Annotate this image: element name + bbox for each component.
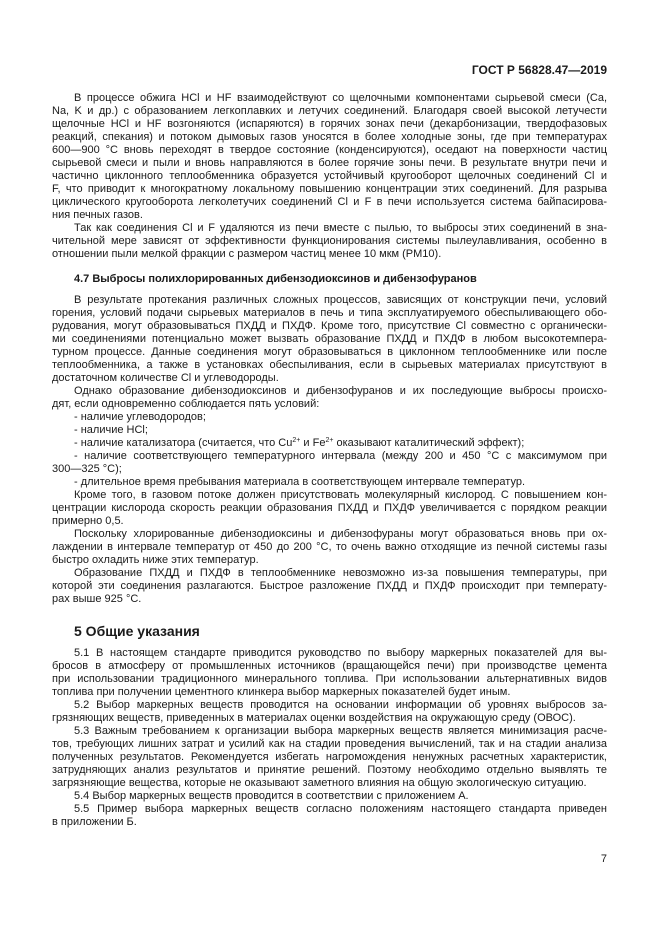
text-line: горения, условий подачи сырьевых материалов в печь и типа эксплуатируемого обеспыливающего обо- — [52, 307, 607, 319]
text-line: ния печных газов. — [52, 209, 143, 221]
page-number: 7 — [600, 853, 607, 865]
list-item — [52, 450, 607, 476]
section-4-7-body — [52, 294, 607, 606]
text-line: В процессе обжига HCl и HF взаимодействуют со щелочными компонентами сырьевой смеси (Ca, — [74, 92, 607, 104]
text-line: дят, если одновременно соблюдается пять условий: — [52, 398, 320, 410]
text-line: загрязняющие вещества, которые не оказывают заметного влияния на общую экологическую ситуацию. — [52, 777, 587, 789]
text-segment: оказывают каталитический эффект); — [333, 437, 525, 449]
text-line: Так как соединения Cl и F удаляются из печи вместе с пылью, то выбросы этих соединений в зна- — [74, 222, 607, 234]
text-line: F, что приводит к многократному локальному повышению концентрации этих соединений. Для разрыва — [52, 183, 607, 195]
text-line: щелочные HCl и HF возгоняются (испаряются) в горячих зонах печи (декарбонизации, твердофазовых — [52, 118, 607, 130]
text-line: центрации кислорода скорость реакции образования ПХДД и ПХДФ увеличивается с порядком реакции — [52, 502, 607, 514]
text-line: при использовании традиционного минерального топлива. При использовании альтернативных видов — [52, 673, 607, 685]
text-line: 600—900 °C вновь переходят в твердое состояние (конденсируются), оседают на поверхности частиц — [52, 144, 607, 156]
text-line: примерно 0,5. — [52, 515, 124, 527]
text-line: частично циклонного теплообменника образуется устойчивый кругооборот щелочных соединений Cl и — [52, 170, 607, 182]
text-line: Na, K и др.) с образованием легкоплавких и летучих соединений. Благодаря своей высокой летучести — [52, 105, 607, 117]
text-line: грязняющих веществ, приведенных в материалах оценки воздействия на окружающую среду (ОВОС). — [52, 712, 576, 724]
text-line: 5.2 Выбор маркерных веществ проводится на основании информации об уровнях выбросов за- — [74, 699, 607, 711]
section-5-heading: 5 Общие указания — [74, 623, 200, 639]
superscript: 2+ — [325, 437, 334, 444]
paragraph — [52, 437, 607, 450]
section-4-7-heading: 4.7 Выбросы полихлорированных дибензодиоксинов и дибензофуранов — [74, 273, 477, 285]
text-line: Поскольку хлорированные дибензодиоксины и дибензофураны могут образоваться вновь при ох- — [74, 528, 607, 540]
text-line: лаждении в интервале температур от 450 до 200 °C, то очень важно отходящие из печной системы газы — [52, 541, 607, 553]
text-line: Кроме того, в газовом потоке должен присутствовать молекулярный кислород. С повышением кон- — [74, 489, 607, 501]
text-line: быстро охладить ниже этих температур. — [52, 554, 259, 566]
text-line: бросов в атмосферу от промышленных источников (вращающейся печи) при производстве цемента — [52, 660, 607, 672]
text-line: турном процессе. Данные соединения могут образовываться в циклонном теплообменнике или после — [52, 346, 607, 358]
text-line: - наличие HCl; — [74, 424, 148, 436]
intro-paragraphs — [52, 92, 607, 261]
section-5-body — [52, 647, 607, 829]
text-line: топлива при получении цементного клинкера выбор маркерных показателей будет иным. — [52, 686, 511, 698]
list-item — [52, 476, 607, 489]
paragraph — [52, 528, 607, 567]
text-line: полученных результатов. Рекомендуется избегать нагромождения ненужных расчетных характеристик, — [52, 751, 607, 763]
text-segment: - наличие катализатора (считается, что Cu — [74, 437, 293, 449]
text-line: сырьевой смеси и пыли и вновь направляются в более горячие зоны печи. В результате внутри печи и — [52, 157, 607, 169]
paragraph — [52, 92, 607, 222]
text-line: теплообменника, а также в установках обеспыливания, если в сырьевых материалах присутствуют в — [52, 359, 607, 371]
text-line: достаточном количестве Cl и углеводороды. — [52, 372, 279, 384]
text-line — [52, 437, 607, 450]
paragraph — [52, 385, 607, 411]
text-line: тов, требующих лишних затрат и усилий как на стадии проведения вычислений, так и на стадии анализа — [52, 738, 607, 750]
list-item — [52, 424, 607, 437]
text-line: Образование ПХДД и ПХДФ в теплообменнике невозможно из-за повышения температуры, при — [74, 567, 607, 579]
text-line: - наличие углеводородов; — [74, 411, 206, 423]
text-line: 5.1 В настоящем стандарте приводится руководство по выбору маркерных показателей для вы- — [74, 647, 607, 659]
superscript: 2+ — [292, 437, 301, 444]
text-line: 300—325 °C); — [52, 463, 122, 475]
text-line: ми соединениями потенциально может вызвать образование ПХДД и ПХДФ в любом высокотемпера- — [52, 333, 607, 345]
text-line: 5.3 Важным требованием к организации выбора маркерных веществ является минимизация расче- — [74, 725, 607, 737]
paragraph — [52, 725, 607, 790]
text-line: которой эти соединения разлагаются. Быстрое разложение ПХДД и ПХДФ происходит при температу- — [52, 580, 607, 592]
text-line: чительной мере зависят от эффективности функционирования системы пылеулавливания, особенно в — [52, 235, 607, 247]
text-line: 5.4 Выбор маркерных веществ проводится в соответствии с приложением А. — [74, 790, 469, 802]
text-line: Однако образование дибензодиоксинов и дибензофуранов и их последующие выбросы происхо- — [74, 385, 607, 397]
text-line: - наличие соответствующего температурного интервала (между 200 и 450 °C с максимумом при — [74, 450, 607, 462]
paragraph — [52, 222, 607, 261]
paragraph — [52, 699, 607, 725]
page-body — [52, 92, 607, 829]
text-line: рах выше 925 °C. — [52, 593, 142, 605]
text-line: отношении пыли мелкой фракции с размером частиц менее 10 мкм (PM10). — [52, 248, 442, 260]
paragraph — [52, 803, 607, 829]
paragraph — [52, 790, 607, 803]
text-line: циклического кругооборота легколетучих соединений Cl и F в печи используется система байпасирова- — [52, 196, 607, 208]
paragraph — [52, 294, 607, 385]
text-line: реакций, спекания) и потоком дымовых газов уносятся в более холодные зоны, где при температурах — [52, 131, 607, 143]
list-item — [52, 411, 607, 424]
text-line: в приложении Б. — [52, 816, 137, 828]
text-segment: и Fe — [300, 437, 326, 449]
text-line: 5.5 Пример выбора маркерных веществ согласно положениям настоящего стандарта приведен — [74, 803, 607, 815]
text-line: затрудняющих анализ результатов и принятие решений. Поэтому необходимо отдельно выявлять те — [52, 764, 607, 776]
document-number-header: ГОСТ Р 56828.47—2019 — [471, 63, 607, 77]
paragraph — [52, 567, 607, 606]
text-line: - длительное время пребывания материала в соответствующем интервале температур. — [74, 476, 525, 488]
paragraph — [52, 489, 607, 528]
text-line: В результате протекания различных сложных процессов, зависящих от конструкции печи, условий — [74, 294, 607, 306]
paragraph — [52, 647, 607, 699]
text-line: рудования, могут образовываться ПХДД и ПХДФ. Кроме того, присутствие Cl совместно с органически- — [52, 320, 607, 332]
